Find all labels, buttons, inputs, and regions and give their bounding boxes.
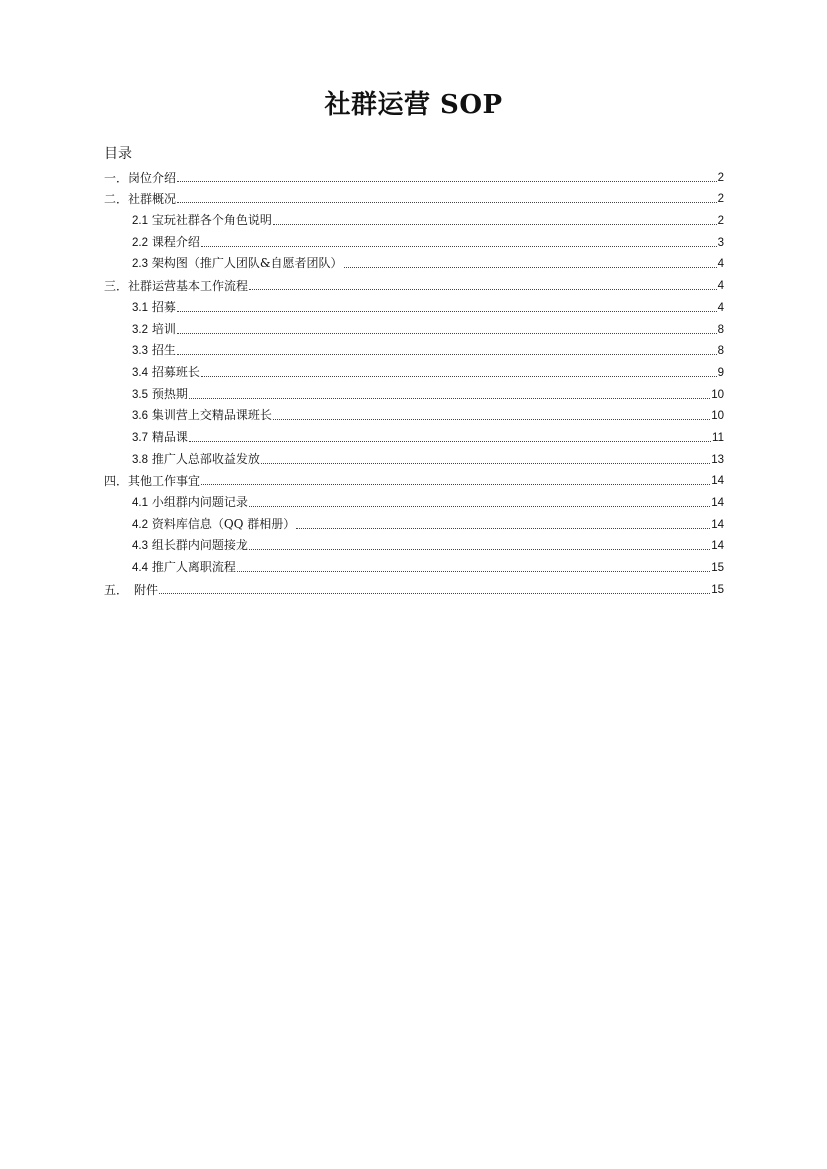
toc-entry-number: 二． [104,192,129,207]
toc-entry-label [132,451,260,468]
toc-entry[interactable] [104,251,724,273]
toc-entry-label [132,559,236,576]
toc-entry-text: 岗位介绍 [128,170,177,185]
toc-entry[interactable] [104,272,724,294]
toc-entry[interactable] [104,446,724,468]
toc-entry-label [132,494,248,511]
toc-entry[interactable] [104,186,724,208]
toc-dot-leader [249,289,717,290]
toc-entry[interactable] [104,338,724,360]
toc-page-number: 14 [711,518,724,531]
toc-entry-label [132,386,188,403]
toc-page-number: 4 [717,258,724,271]
toc-entry-text: 集训营上交精品课班长 [148,408,272,423]
toc-entry[interactable] [104,533,724,555]
toc-entry-label [132,342,176,359]
toc-page-number: 13 [711,453,724,466]
toc-entry-number: 4.3 [132,540,148,553]
toc-dot-leader [249,549,710,550]
toc-entry-number: 3.8 [132,453,148,466]
toc-entry-number: 4.4 [132,562,148,575]
document-title: 社群运营 SOP [324,90,503,120]
toc-entry-label [132,299,176,316]
toc-entry-text: 附件 [122,582,159,597]
toc-entry[interactable] [104,381,724,403]
toc-page-number: 15 [711,562,724,575]
toc-page-number: 2 [717,171,724,184]
toc-heading: 目录 [104,146,132,162]
toc-entry-label [104,170,176,186]
toc-entry-number: 4.2 [132,518,148,531]
toc-entry-text: 小组群内问题记录 [148,495,248,509]
toc-entry[interactable] [104,316,724,338]
toc-page-number: 15 [711,583,724,596]
toc-entry-number: 四． [104,474,129,489]
toc-entry-text: 招募班长 [148,364,200,379]
toc-entry-label [132,429,188,446]
toc-entry-text: 推广人总部收益发放 [148,451,260,466]
toc-entry-label [132,321,176,338]
toc-page-number: 3 [717,236,724,249]
toc-dot-leader [177,354,717,355]
toc-dot-leader [249,506,710,507]
toc-entry-text: 社群概况 [128,192,177,207]
toc-entry-text: 招募 [148,299,176,314]
table-of-contents [104,164,724,598]
toc-entry-number: 3.1 [132,301,148,314]
toc-entry-number: 3.5 [132,388,148,401]
toc-entry[interactable] [104,229,724,251]
toc-entry-number: 3.2 [132,323,148,336]
toc-page-number: 10 [711,410,724,423]
toc-page-number: 14 [711,540,724,553]
toc-entry-text: 架构图（推广人团队&自愿者团队） [148,256,343,271]
toc-entry-text: 推广人离职流程 [148,560,236,575]
toc-entry-label [132,407,272,424]
toc-entry-text: 组长群内问题接龙 [148,538,248,553]
toc-entry-number: 五． [104,582,123,597]
toc-entry-number: 3.6 [132,410,148,423]
toc-entry-label [104,278,248,294]
toc-dot-leader [273,419,710,420]
toc-entry-number: 三． [104,279,129,294]
toc-entry-number: 3.4 [132,366,148,379]
toc-entry-text: 社群运营基本工作流程 [128,279,249,294]
toc-page-number: 9 [717,366,724,379]
toc-entry-number: 一． [104,170,129,185]
toc-dot-leader [189,398,710,399]
toc-entry-number: 3.3 [132,345,148,358]
toc-page-number: 14 [711,475,724,488]
toc-entry-number: 2.1 [132,215,148,228]
toc-page-number: 4 [717,280,724,293]
toc-entry-label [132,516,295,533]
toc-page-number: 8 [717,345,724,358]
toc-entry[interactable] [104,403,724,425]
toc-entry-number: 2.2 [132,236,148,249]
toc-entry-text: 宝玩社群各个角色说明 [148,213,272,228]
toc-page-number: 10 [711,388,724,401]
toc-dot-leader [201,484,710,485]
toc-entry[interactable] [104,511,724,533]
toc-dot-leader [237,571,710,572]
toc-entry[interactable] [104,424,724,446]
toc-dot-leader [177,181,717,182]
toc-entry-label [132,364,200,381]
toc-entry-text: 课程介绍 [148,234,200,249]
toc-dot-leader [177,202,717,203]
toc-entry-text: 预热期 [148,386,188,401]
toc-entry-text: 招生 [148,343,176,358]
toc-page-number: 14 [711,497,724,509]
toc-entry-text: 资料库信息（QQ 群相册） [148,516,296,531]
toc-dot-leader [296,528,710,529]
toc-dot-leader [159,593,710,594]
toc-entry-text: 精品课 [148,429,188,444]
toc-entry[interactable] [104,207,724,229]
toc-entry-label [132,234,200,251]
toc-entry[interactable] [104,489,724,511]
toc-dot-leader [273,224,717,225]
toc-entry-text: 培训 [148,321,176,336]
toc-page-number: 4 [717,301,724,314]
toc-page-number: 2 [717,215,724,228]
toc-entry[interactable] [104,164,724,186]
toc-dot-leader [177,311,717,312]
toc-entry-label [132,212,272,229]
toc-entry[interactable] [104,359,724,381]
toc-entry[interactable] [104,468,724,490]
toc-entry-text: 其他工作事宜 [128,474,201,489]
toc-entry-number: 2.3 [132,258,148,271]
toc-dot-leader [201,246,717,247]
toc-entry-label [104,191,176,207]
toc-entry-label [132,255,343,272]
toc-dot-leader [261,463,710,464]
toc-entry-label [104,473,200,489]
toc-dot-leader [344,267,717,268]
toc-entry[interactable] [104,554,724,576]
toc-dot-leader [189,441,711,442]
toc-entry[interactable] [104,576,724,598]
toc-entry-label [132,537,248,554]
toc-page-number: 2 [717,193,724,206]
toc-entry-number: 3.7 [132,431,148,444]
toc-page-number: 8 [717,323,724,336]
toc-page-number: 11 [712,431,724,444]
toc-dot-leader [201,376,717,377]
toc-entry-number: 4.1 [132,497,148,509]
toc-entry[interactable] [104,294,724,316]
toc-entry-label [104,582,158,598]
toc-dot-leader [177,333,717,334]
